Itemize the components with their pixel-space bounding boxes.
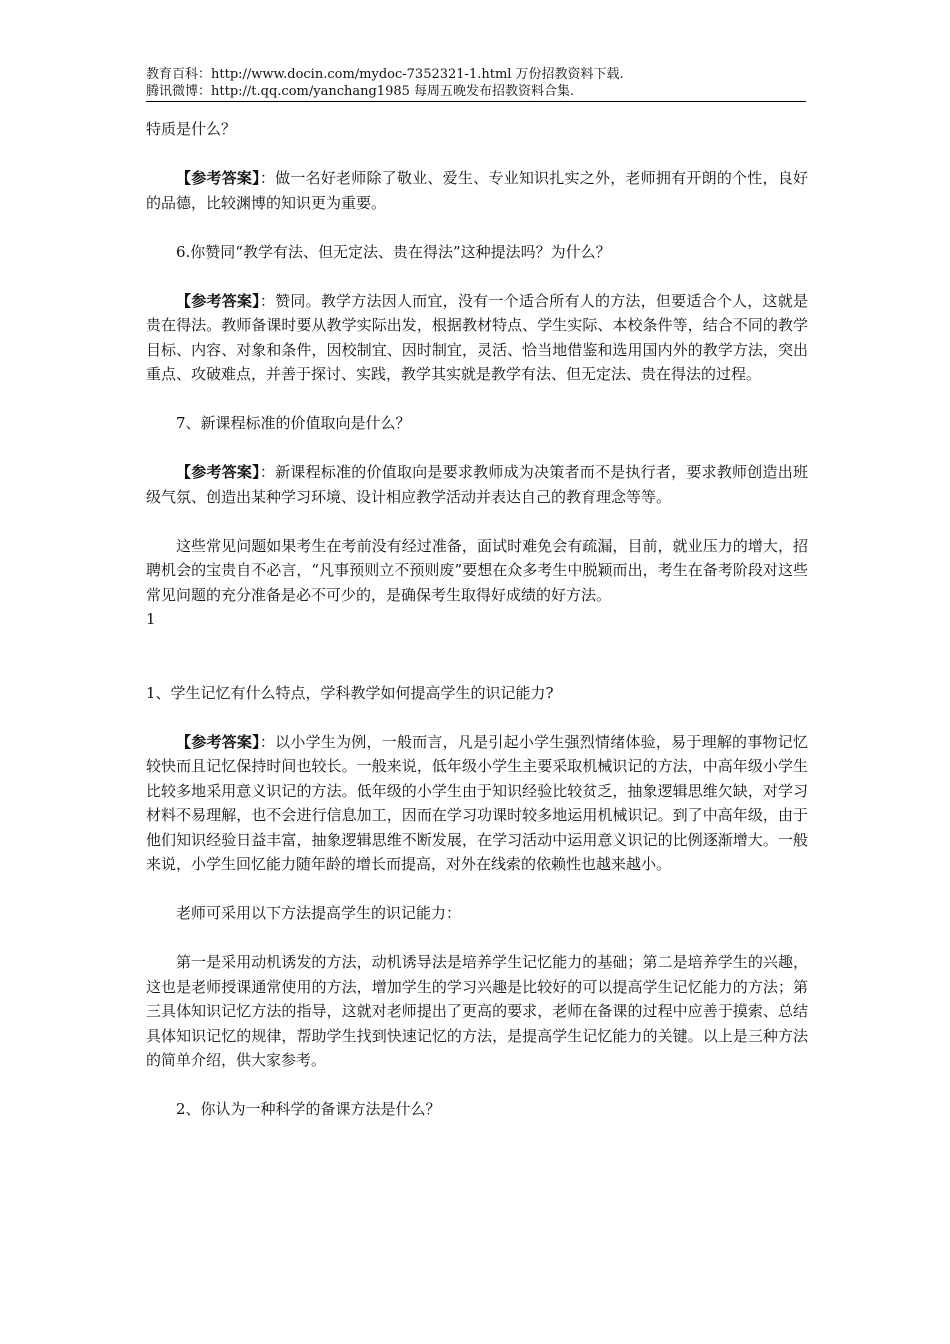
answer-7: [146, 460, 808, 509]
header-line-docin: 教育百科：http://www.docin.com/mydoc-7352321-1.html 万份招教资料下载.: [146, 67, 624, 82]
answer-7-text: ：新课程标准的价值取向是要求教师成为决策者而不是执行者，要求教师创造出班级气氛、创造出某种学习环境、设计相应教学活动并表达自己的教育理念等等。: [146, 463, 808, 506]
answer-label: 【参考答案】: [176, 463, 260, 481]
question-2: 2、你认为一种科学的备课方法是什么？: [176, 1100, 441, 1118]
document-body: [146, 117, 808, 1122]
summary-paragraph: 这些常见问题如果考生在考前没有经过准备，面试时难免会有疏漏，目前，就业压力的增大，招聘机会的宝贵自不必言，“凡事预则立不预则废”要想在众多考生中脱颖而出，考生在备考阶段对这些常见问题的充分准备是必不可少的，是确保考生取得好成绩的好方法。: [146, 536, 808, 604]
answer-6: [146, 289, 808, 387]
answer-6-text: ：赞同。教学方法因人而宜，没有一个适合所有人的方法，但要适合个人，这就是贵在得法。教师备课时要从教学实际出发，根据教材特点、学生实际、本校条件等，结合不同的教学目标、内容、对象和条件，因校制宜、因时制宜，灵活、恰当地借鉴和选用国内外的教学方法，突出重点、攻破难点，并善于探讨、实践，教学其实就是教学有法、但无定法、贵在得法的过程。: [146, 291, 808, 383]
header-divider: [146, 101, 806, 102]
answer-label: 【参考答案】: [176, 291, 260, 310]
header-line-weibo: 腾讯微博：http://t.qq.com/yanchang1985 每周五晚发布招教资料合集.: [146, 84, 575, 99]
answer-5-text: ：做一名好老师除了敬业、爱生、专业知识扎实之外，老师拥有开朗的个性，良好的品德，比较渊博的知识更为重要。: [146, 169, 808, 212]
question-5-tail: 特质是什么？: [146, 120, 237, 138]
answer-label: 【参考答案】: [176, 732, 260, 751]
question-1: 1、学生记忆有什么特点，学科教学如何提高学生的识记能力?: [146, 683, 554, 702]
answer-label: 【参考答案】: [176, 169, 260, 187]
answer-5: [146, 166, 808, 215]
page-header: [146, 66, 806, 100]
section-number: 1: [146, 610, 156, 628]
answer-1-text: ：以小学生为例，一般而言，凡是引起小学生强烈情绪体验，易于理解的事物记忆较快而且记忆保持时间也较长。一般来说，低年级小学生主要采取机械识记的方法，中高年级小学生比较多地采用意义识记的方法。低年级的小学生由于知识经验比较贫乏，抽象逻辑思维欠缺，对学习材料不易理解，也不会进行信息加工，因而在学习功课时较多地运用机械识记。到了中高年级，由于他们知识经验日益丰富，抽象逻辑思维不断发展，在学习活动中运用意义识记的比例逐渐增大。一般来说，小学生回忆能力随年龄的增长而提高，对外在线索的依赖性也越来越小。: [146, 732, 808, 873]
methods-intro: 老师可采用以下方法提高学生的识记能力：: [176, 904, 462, 922]
methods-paragraph: 第一是采用动机诱发的方法，动机诱导法是培养学生记忆能力的基础；第二是培养学生的兴趣，这也是老师授课通常使用的方法，增加学生的学习兴趣是比较好的可以提高学生记忆能力的方法；第三具体知识记忆方法的指导，这就对老师提出了更高的要求，老师在备课的过程中应善于摸索、总结具体知识记忆的规律，帮助学生找到快速记忆的方法，是提高学生记忆能力的关键。以上是三种方法的简单介绍，供大家参考。: [146, 953, 808, 1069]
question-7: 7、新课程标准的价值取向是什么？: [176, 414, 411, 432]
answer-1: [146, 730, 808, 877]
question-6: 6.你赞同“教学有法、但无定法、贵在得法”这种提法吗？为什么？: [176, 242, 611, 261]
